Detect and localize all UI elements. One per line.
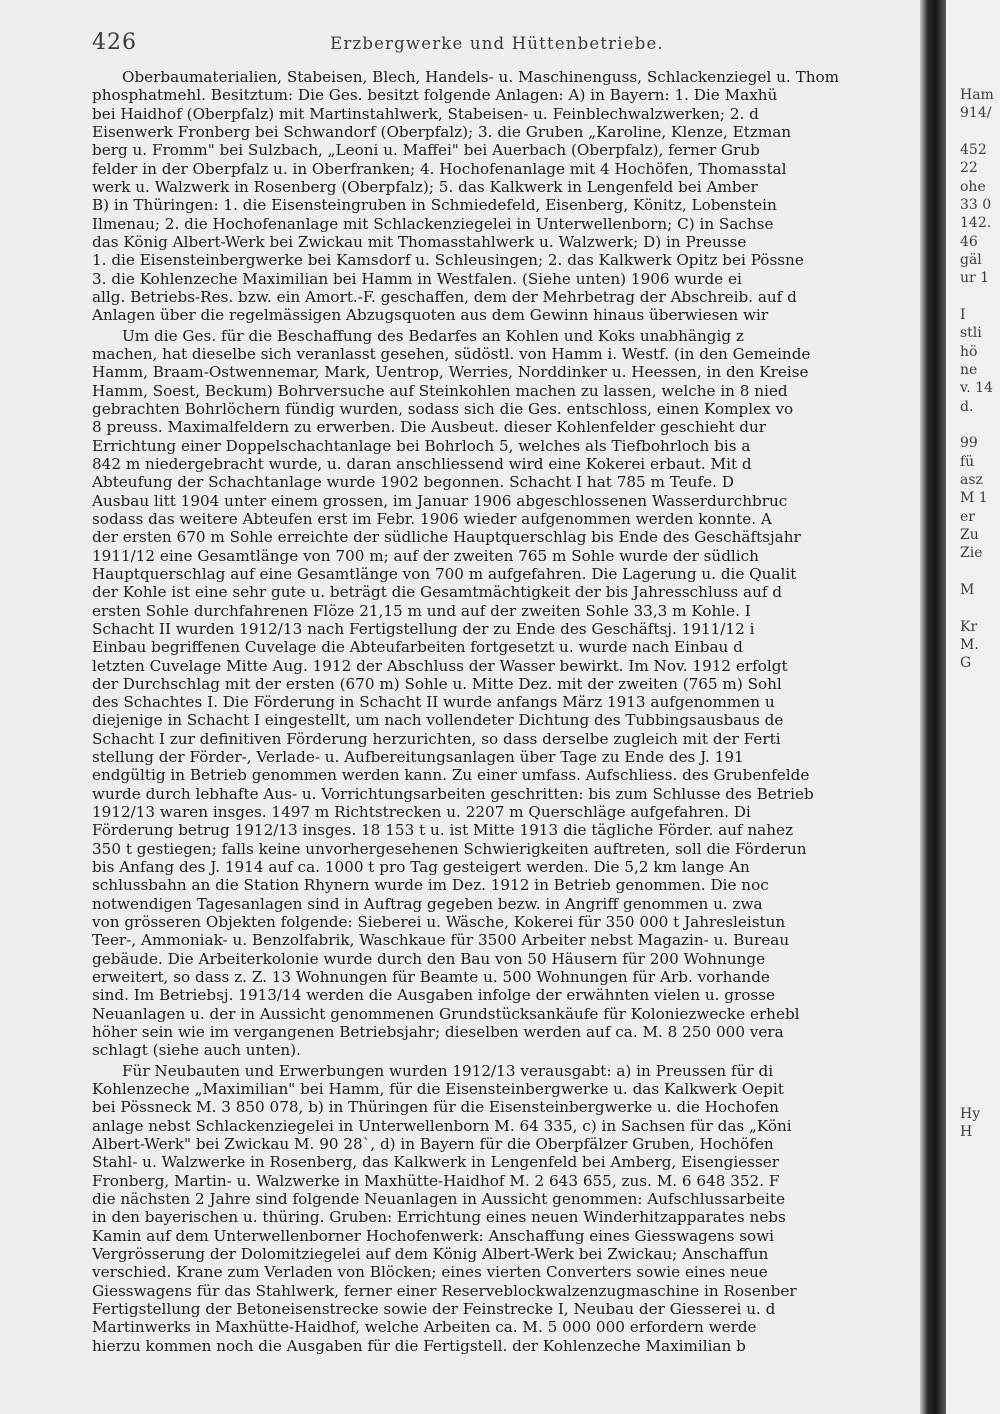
adjacent-text-fragment: 914/	[960, 105, 992, 122]
adjacent-text-fragment: gäl	[960, 251, 982, 268]
text-line: berg u. Fromm" bei Sulzbach, „Leoni u. Maffei" bei Auerbach (Oberpfalz), ferner Grub	[92, 141, 760, 160]
paragraph	[92, 327, 902, 1060]
text-line: Anlagen über die regelmässigen Abzugsquoten aus dem Gewinn hinaus überwiesen wir	[92, 306, 769, 325]
text-line: Hauptquerschlag auf eine Gesamtlänge von 700 m aufgefahren. Die Lagerung u. die Qualit	[92, 564, 797, 583]
adjacent-text-fragment: H	[960, 1123, 973, 1140]
adjacent-page-edge	[946, 0, 1000, 1414]
text-line: Neuanlagen u. der in Aussicht genommenen Grundstücksankäufe für Koloniezwecke erhebl	[92, 1004, 800, 1023]
adjacent-text-fragment	[946, 1178, 980, 1196]
adjacent-text-fragment: 142.	[960, 215, 992, 232]
adjacent-text-fragment: Hy	[960, 1105, 981, 1122]
text-line: Hamm, Soest, Beckum) Bohrversuche auf Steinkohlen machen zu lassen, welche in 8 nied	[92, 381, 788, 400]
text-line: werk u. Walzwerk in Rosenberg (Oberpfalz); 5. das Kalkwerk in Lengenfeld bei Amber	[92, 177, 758, 196]
text-line: das König Albert-Werk bei Zwickau mit Thomasstahlwerk u. Walzwerk; D) in Preusse	[92, 232, 747, 251]
text-line: phosphatmehl. Besitztum: Die Ges. besitzt folgende Anlagen: A) in Bayern: 1. Die Maxhü	[92, 86, 778, 105]
text-line: 1. die Eisensteinbergwerke bei Kamsdorf u. Schleusingen; 2. das Kalkwerk Opitz bei Pössne	[92, 251, 804, 270]
adjacent-text-fragment	[946, 416, 994, 434]
text-line: Schacht I zur definitiven Förderung herzurichten, so dass derselbe zugleich mit der Ferti	[92, 729, 781, 748]
text-line: Um die Ges. für die Beschaffung des Bedarfes an Kohlen und Koks unabhängig z	[122, 326, 744, 345]
text-line: Ausbau litt 1904 unter einem grossen, im Januar 1906 abgeschlossenen Wasserdurchbruc	[92, 491, 788, 510]
adjacent-text-fragment	[946, 1086, 980, 1104]
adjacent-text-fragment: G	[960, 655, 972, 672]
text-line: sodass das weitere Abteufen erst im Febr. 1906 wieder aufgenommen werden konnte. A	[92, 509, 772, 528]
adjacent-text-fragment	[946, 1215, 980, 1233]
adjacent-text-fragment: Kr	[960, 618, 978, 635]
text-line: Giesswagens für das Stahlwerk, ferner einer Reserveblockwalzenzugmaschine in Rosenber	[92, 1281, 797, 1300]
text-line: des Schachtes I. Die Förderung in Schacht II wurde anfangs März 1913 aufgenommen u	[92, 693, 775, 712]
adjacent-text-fragment: M	[960, 581, 975, 598]
text-line: hierzu kommen noch die Ausgaben für die Fertigstell. der Kohlenzeche Maximilian b	[92, 1336, 746, 1355]
adjacent-text-fragment: ur 1	[960, 270, 990, 287]
adjacent-text-fragment: 22	[960, 160, 978, 177]
text-line: B) in Thüringen: 1. die Eisensteingruben in Schmiedefeld, Eisenberg, Könitz, Lobenstein	[92, 196, 777, 215]
text-line: von grösseren Objekten folgende: Sieberei u. Wäsche, Kokerei für 350 000 t Jahresleistun	[92, 913, 786, 932]
text-line: gebäude. Die Arbeiterkolonie wurde durch den Bau von 50 Häusern für 200 Wohnunge	[92, 949, 766, 968]
text-line: diejenige in Schacht I eingestellt, um nach vollendeter Dichtung des Tubbingsausbaus de	[92, 711, 784, 730]
text-line: Fertigstellung der Betoneisenstrecke sowie der Feinstrecke I, Neubau der Giesserei u. d	[92, 1299, 776, 1318]
text-line: sind. Im Betriebsj. 1913/14 werden die Ausgaben infolge der erwähnten vielen u. grosse	[92, 986, 775, 1005]
text-line: Schacht II wurden 1912/13 nach Fertigstellung der zu Ende des Geschäftsj. 1911/12 i	[92, 619, 755, 638]
text-line: 350 t gestiegen; falls keine unvorhergesehenen Schwierigkeiten auftreten, soll die Förderun	[92, 839, 807, 858]
text-line: endgültig in Betrieb genommen werden kann. Zu einer umfass. Aufschliess. des Grubenfelde	[92, 766, 810, 785]
body-text	[92, 68, 902, 1355]
adjacent-text-fragment	[946, 1251, 980, 1269]
text-line: 3. die Kohlenzeche Maximilian bei Hamm in Westfalen. (Siehe unten) 1906 wurde ei	[92, 269, 742, 288]
text-line: felder in der Oberpfalz u. in Oberfranken; 4. Hochofenanlage mit 4 Hochöfen, Thomasstal	[92, 159, 787, 178]
text-line: verschied. Krane zum Verladen von Blöcken; eines vierten Converters sowie eines neue	[92, 1263, 768, 1282]
running-title: Erzbergwerke und Hüttenbetriebe.	[330, 34, 664, 53]
adjacent-text-fragment: M 1	[960, 490, 988, 507]
adjacent-text-fragment	[946, 1160, 980, 1178]
adjacent-text-fragment: Zu	[960, 526, 979, 543]
adjacent-text-fragment	[946, 563, 994, 581]
adjacent-text-fragment	[946, 599, 994, 617]
adjacent-text-fragment	[946, 288, 994, 306]
text-line: in den bayerischen u. thüring. Gruben: Errichtung eines neuen Winderhitzapparates nebs	[92, 1208, 786, 1227]
text-line: ersten Sohle durchfahrenen Flöze 21,15 m und auf der zweiten Sohle 33,3 m Kohle. I	[92, 601, 751, 620]
adjacent-page-text-top	[946, 86, 994, 673]
text-line: Kohlenzeche „Maximilian" bei Hamm, für die Eisensteinbergwerke u. das Kalkwerk Oepit	[92, 1080, 784, 1099]
text-line: Oberbaumaterialien, Stabeisen, Blech, Handels- u. Maschinenguss, Schlackenziegel u. Thom	[122, 68, 840, 86]
adjacent-text-fragment: 99	[960, 435, 978, 452]
text-line: der ersten 670 m Sohle erreichte der südliche Hauptquerschlag bis Ende des Geschäftsjahr	[92, 528, 801, 547]
text-line: letzten Cuvelage Mitte Aug. 1912 der Abschluss der Wasser bewirkt. Im Nov. 1912 erfolgt	[92, 656, 788, 675]
page-header	[92, 30, 902, 60]
text-line: Teer-, Ammoniak- u. Benzolfabrik, Waschkaue für 3500 Arbeiter nebst Magazin- u. Bureau	[92, 931, 790, 950]
text-line: Kamin auf dem Unterwellenborner Hochofenwerk: Anschaffung eines Giesswagens sowi	[92, 1226, 775, 1245]
text-line: allg. Betriebs-Res. bzw. ein Amort.-F. geschaffen, dem der Mehrbetrag der Abschreib. auf d	[92, 287, 797, 306]
text-line: Stahl- u. Walzwerke in Rosenberg, das Kalkwerk in Lengenfeld bei Amberg, Eisengiesser	[92, 1153, 780, 1172]
text-line: Einbau begriffenen Cuvelage die Abteufarbeiten fortgesetzt u. wurde nach Einbau d	[92, 638, 743, 657]
text-line: Errichtung einer Doppelschachtanlage bei Bohrloch 5, welches als Tiefbohrloch bis a	[92, 436, 751, 455]
text-line: bei Haidhof (Oberpfalz) mit Martinstahlwerk, Stabeisen- u. Feinblechwalzwerken; 2. d	[92, 104, 759, 123]
text-line: Fronberg, Martin- u. Walzwerke in Maxhütte-Haidhof M. 2 643 655, zus. M. 6 648 352. F	[92, 1171, 780, 1190]
text-line: Eisenwerk Fronberg bei Schwandorf (Oberpfalz); 3. die Gruben „Karoline, Klenze, Etzman	[92, 122, 792, 141]
text-line: höher sein wie im vergangenen Betriebsjahr; dieselben werden auf ca. M. 8 250 000 vera	[92, 1023, 784, 1042]
adjacent-text-fragment: v. 14	[960, 380, 993, 397]
text-line: 1912/13 waren insges. 1497 m Richtstrecken u. 2207 m Querschläge aufgefahren. Di	[92, 803, 751, 822]
book-spine-shadow	[920, 0, 946, 1414]
text-line: wurde durch lebhafte Aus- u. Vorrichtungsarbeiten geschritten: bis zum Schlusse des Betrieb	[92, 784, 814, 803]
text-line: 1911/12 eine Gesamtlänge von 700 m; auf der zweiten 765 m Sohle wurde der südlich	[92, 546, 759, 565]
adjacent-text-fragment	[946, 1141, 980, 1159]
text-line: Abteufung der Schachtanlage wurde 1902 begonnen. Schacht I hat 785 m Teufe. D	[92, 473, 734, 492]
adjacent-text-fragment: 33 0	[960, 196, 992, 213]
adjacent-text-fragment: d.	[960, 398, 974, 415]
adjacent-text-fragment: ne	[960, 361, 978, 378]
adjacent-text-fragment: fü	[960, 453, 975, 470]
text-line: schlagt (siehe auch unten).	[92, 1041, 301, 1060]
text-line: 8 preuss. Maximalfeldern zu erwerben. Die Ausbeut. dieser Kohlenfelder geschieht dur	[92, 418, 767, 437]
adjacent-text-fragment: hö	[960, 343, 978, 360]
adjacent-text-fragment: stli	[960, 325, 982, 342]
text-line: bei Pössneck M. 3 850 078, b) in Thüringen für die Eisensteinbergwerke u. die Hochofen	[92, 1098, 779, 1117]
adjacent-text-fragment	[946, 1196, 980, 1214]
text-line: gebrachten Bohrlöchern fündig wurden, sodass sich die Ges. entschloss, einen Komplex vo	[92, 399, 794, 418]
adjacent-text-fragment: asz	[960, 471, 983, 488]
text-line: stellung der Förder-, Verlade- u. Aufbereitungsanlagen über Tage zu Ende des J. 191	[92, 748, 744, 767]
text-line: machen, hat dieselbe sich veranlasst gesehen, südöstl. von Hamm i. Westf. (in den Gemeinde	[92, 344, 811, 363]
adjacent-text-fragment: ohe	[960, 178, 986, 195]
adjacent-text-fragment: M.	[960, 636, 979, 653]
text-line: schlussbahn an die Station Rhynern wurde im Dez. 1912 in Betrieb genommen. Die noc	[92, 876, 769, 895]
adjacent-text-fragment	[946, 1233, 980, 1251]
adjacent-text-fragment: er	[960, 508, 975, 525]
adjacent-text-fragment: Ham	[960, 87, 994, 103]
text-line: Albert-Werk" bei Zwickau M. 90 28`, d) in Bayern für die Oberpfälzer Gruben, Hochöfen	[92, 1135, 774, 1154]
paragraph	[92, 1062, 902, 1355]
text-line: Hamm, Braam-Ostwennemar, Mark, Uentrop, Werries, Norddinker u. Heessen, in den Kreise	[92, 363, 809, 382]
paragraph	[92, 68, 902, 325]
text-line: Vergrösserung der Dolomitziegelei auf dem König Albert-Werk bei Zwickau; Anschaffun	[92, 1245, 769, 1263]
adjacent-text-fragment: 452	[960, 141, 987, 158]
text-line: Förderung betrug 1912/13 insges. 18 153 t u. ist Mitte 1913 die tägliche Förder. auf nahez	[92, 821, 793, 840]
adjacent-text-fragment	[946, 123, 994, 141]
text-line: Ilmenau; 2. die Hochofenanlage mit Schlackenziegelei in Unterwellenborn; C) in Sachse	[92, 214, 774, 233]
text-line: erweitert, so dass z. Z. 13 Wohnungen für Beamte u. 500 Wohnungen für Arb. vorhande	[92, 968, 770, 987]
adjacent-text-fragment	[946, 1068, 980, 1086]
text-line: der Durchschlag mit der ersten (670 m) Sohle u. Mitte Dez. mit der zweiten (765 m) Sohl	[92, 674, 782, 693]
adjacent-text-fragment: Zie	[960, 545, 983, 562]
text-line: der Kohle ist eine sehr gute u. beträgt die Gesamtmächtigkeit der bis Jahresschluss auf d	[92, 583, 783, 602]
text-line: bis Anfang des J. 1914 auf ca. 1000 t pro Tag gesteigert werden. Die 5,2 km lange An	[92, 858, 750, 877]
text-line: Für Neubauten und Erwerbungen wurden 1912/13 verausgabt: a) in Preussen für di	[122, 1061, 774, 1080]
text-line: Martinwerks in Maxhütte-Haidhof, welche Arbeiten ca. M. 5 000 000 erfordern werde	[92, 1318, 757, 1337]
text-line: die nächsten 2 Jahre sind folgende Neuanlagen in Aussicht genommen: Aufschlussarbeite	[92, 1190, 785, 1209]
text-line: notwendigen Tagesanlagen sind in Auftrag gegeben bezw. in Angriff genommen u. zwa	[92, 894, 763, 913]
adjacent-page-text-bottom	[946, 1068, 980, 1270]
page-number: 426	[92, 30, 137, 55]
adjacent-text-fragment: 46	[960, 233, 978, 250]
text-line: anlage nebst Schlackenziegelei in Unterwellenborn M. 64 335, c) in Sachsen für das „Köni	[92, 1116, 792, 1135]
text-line: 842 m niedergebracht wurde, u. daran anschliessend wird eine Kokerei erbaut. Mit d	[92, 454, 752, 473]
adjacent-text-fragment: I	[960, 306, 966, 323]
